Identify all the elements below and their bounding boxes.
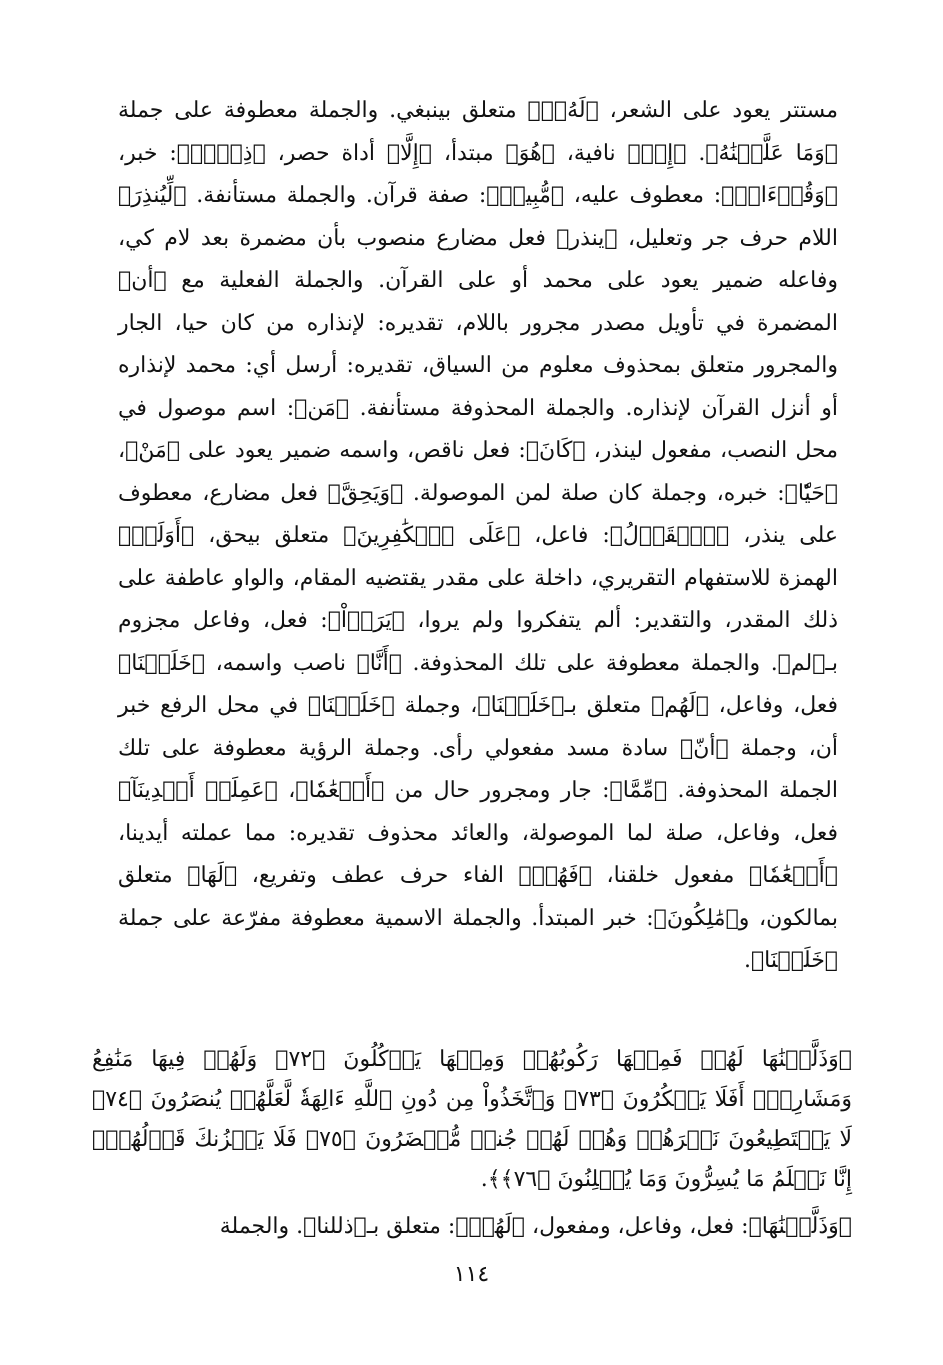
continuation-text: ﴿وَذَلَّلۡنَٰهَا﴾: فعل، وفاعل، ومفعول، ﴿لَهُمۡ﴾: متعلق بـ﴿ذللنا﴾. والجملة	[219, 1214, 852, 1239]
quran-verses: ﴿وَذَلَّلۡنَٰهَا لَهُمۡ فَمِنۡهَا رَكُوبُهُمۡ وَمِنۡهَا يَأۡكُلُونَ ﴿٧٢﴾ وَلَهُمۡ فِيهَا مَنَٰفِعُ وَمَشَارِبُۚ أَفَلَا يَشۡكُرُونَ ﴿٧٣﴾ وَٱتَّخَذُواْ مِن دُونِ ٱللَّهِ ءَالِهَةٗ لَّعَلَّهُمۡ يُنصَرُونَ ﴿٧٤﴾ لَا يَسۡتَطِيعُونَ نَصۡرَهُمۡ وَهُمۡ لَهُمۡ جُندٞ مُّحۡضَرُونَ ﴿٧٥﴾ فَلَا يَحۡزُنكَ قَوۡلُهُمۡۘ إِنَّا نَعۡلَمُ مَا يُسِرُّونَ وَمَا يُعۡلِنُونَ ﴿٧٦﴾﴾.	[92, 1047, 852, 1192]
quran-verses-block	[92, 1040, 852, 1200]
grammar-commentary	[118, 90, 838, 983]
commentary-paragraph: مستتر يعود على الشعر، ﴿لَهُۥٓ﴾ متعلق بينبغي. والجملة معطوفة على جملة ﴿وَمَا عَلَّمۡنَٰهُ﴾. ﴿إِنۡ﴾ نافية، ﴿هُوَ﴾ مبتدأ، ﴿إِلَّا﴾ أداة حصر، ﴿ذِكۡرٞ﴾: خبر، ﴿وَقُرۡءَانٞ﴾: معطوف عليه، ﴿مُّبِينٞ﴾: صفة قرآن. والجملة مستأنفة. ﴿لِّيُنذِرَ﴾ اللام حرف جر وتعليل، ﴿ينذر﴾ فعل مضارع منصوب بأن مضمرة بعد لام كي، وفاعله ضمير يعود على محمد أو على القرآن. والجملة الفعلية مع ﴿أن﴾ المضمرة في تأويل مصدر مجرور باللام، تقديره: لإنذاره من كان حيا، الجار والمجرور متعلق بمحذوف معلوم من السياق، تقديره: أرسل أي: محمد لإنذاره أو أنزل القرآن لإنذاره. والجملة المحذوفة مستأنفة. ﴿مَن﴾: اسم موصول في محل النصب، مفعول لينذر، ﴿كَانَ﴾: فعل ناقص، واسمه ضمير يعود على ﴿مَنْ﴾، ﴿حَيّٗا﴾: خبره، وجملة كان صلة لمن الموصولة. ﴿وَيَحِقَّ﴾ فعل مضارع، معطوف على ينذر، ﴿ٱلۡقَوۡلُ﴾: فاعل، ﴿عَلَى ٱلۡكَٰفِرِينَ﴾ متعلق بيحق، ﴿أَوَلَمۡ﴾ الهمزة للاستفهام التقريري، داخلة على مقدر يقتضيه المقام، والواو عاطفة على ذلك المقدر، والتقدير: ألم يتفكروا ولم يروا، ﴿يَرَوۡاْ﴾: فعل، وفاعل مجزوم بـ﴿لم﴾. والجملة معطوفة على تلك المحذوفة. ﴿أَنَّا﴾ ناصب واسمه، ﴿خَلَقۡنَا﴾ فعل، وفاعل، ﴿لَهُم﴾ متعلق بـ﴿خَلَقۡنَا﴾، وجملة ﴿خَلَقۡنَا﴾ في محل الرفع خبر أن، وجملة ﴿أنّ﴾ سادة مسد مفعولي رأى. وجملة الرؤية معطوفة على تلك الجملة المحذوفة. ﴿مِّمَّا﴾: جار ومجرور حال من ﴿أَنۡعَٰمٗا﴾، ﴿عَمِلَتۡ أَيۡدِينَآ﴾ فعل، وفاعل، صلة لما الموصولة، والعائد محذوف تقديره: مما عملته أيدينا، ﴿أَنۡعَٰمٗا﴾ مفعول خلقنا، ﴿فَهُمۡ﴾ الفاء حرف عطف وتفريع، ﴿لَهَا﴾ متعلق بمالكون، و﴿مَٰلِكُونَ﴾: خبر المبتدأ. والجملة الاسمية معطوفة مفرّعة على جملة ﴿خَلَقۡنَا﴾.	[118, 98, 838, 973]
continuation-paragraph	[92, 1206, 852, 1248]
page-number: ١١٤	[453, 1262, 490, 1287]
